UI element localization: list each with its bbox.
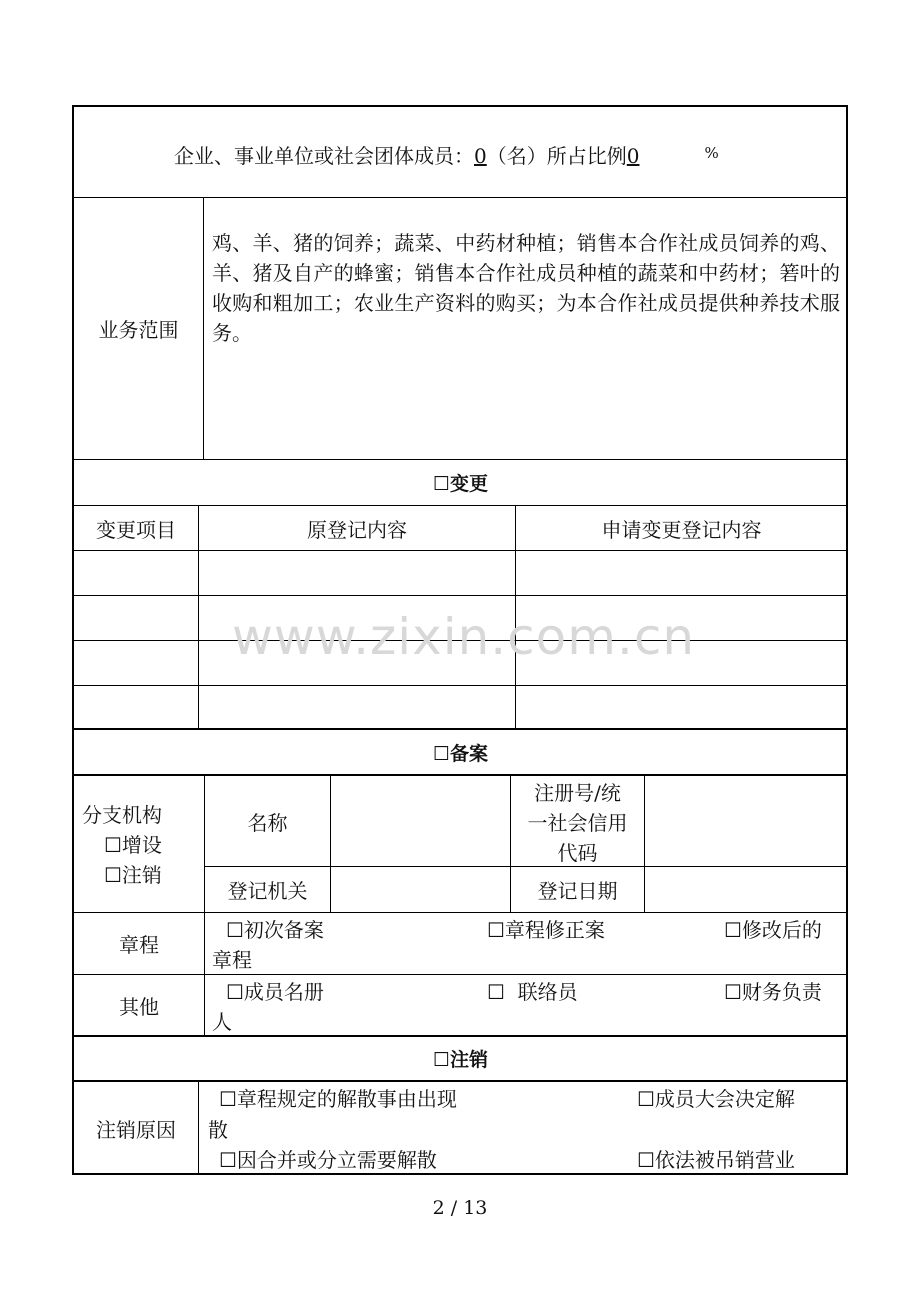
filing-section-title: ☐备案 xyxy=(432,742,489,765)
branch-date-label: 登记日期 xyxy=(537,879,618,903)
members-count: 0 xyxy=(474,144,487,168)
charter-option-revised-cont: 章程 xyxy=(212,948,252,972)
cancel-option-assembly[interactable]: ☐成员大会决定解 xyxy=(637,1087,795,1111)
page-number: 2 / 13 xyxy=(432,1197,488,1219)
cancel-reason-label: 注销原因 xyxy=(96,1117,176,1142)
charter-option-revised[interactable]: ☐修改后的 xyxy=(724,918,822,942)
branch-reg-no-label: 注册号/统 一社会信用 代码 xyxy=(527,781,628,865)
branch-date-value[interactable] xyxy=(645,867,847,912)
branch-option-add[interactable]: ☐增设 xyxy=(104,833,162,857)
branch-name-value[interactable] xyxy=(331,776,510,866)
charter-label: 章程 xyxy=(119,933,159,957)
branch-option-cancel[interactable]: ☐注销 xyxy=(104,863,162,887)
row-divider xyxy=(73,685,847,686)
members-unit-text: （名）所占比例 xyxy=(486,144,627,168)
change-header-original: 原登记内容 xyxy=(307,517,407,542)
branch-reg-no-value[interactable] xyxy=(645,776,847,866)
change-section-title: ☐变更 xyxy=(432,473,489,495)
col-divider xyxy=(203,197,204,459)
branch-label-cell xyxy=(74,776,204,912)
change-header-item: 变更项目 xyxy=(96,517,176,542)
cancel-section-title: ☐注销 xyxy=(432,1049,489,1071)
col-divider xyxy=(198,1081,199,1174)
change-cell[interactable] xyxy=(199,551,515,595)
cancel-option-charter-event[interactable]: ☐章程规定的解散事由出现 xyxy=(219,1087,457,1111)
watermark: www.zixin.com.cn xyxy=(232,608,696,666)
members-line xyxy=(174,140,719,169)
cancel-option-assembly-cont: 散 xyxy=(208,1118,228,1142)
members-percent: 0 % xyxy=(626,144,719,168)
members-label: 企业、事业单位或社会团体成员： xyxy=(174,144,474,168)
branch-label: 分支机构 xyxy=(82,803,162,827)
charter-option-amendment[interactable]: ☐章程修正案 xyxy=(487,918,605,942)
branch-authority-value[interactable] xyxy=(331,867,510,912)
change-header-requested: 申请变更登记内容 xyxy=(601,517,762,542)
cancel-option-revoked[interactable]: ☐依法被吊销营业 xyxy=(637,1148,795,1172)
other-label: 其他 xyxy=(119,994,159,1019)
other-option-roster[interactable]: ☐成员名册 xyxy=(226,980,324,1004)
business-scope-label: 业务范围 xyxy=(98,318,179,342)
charter-option-initial[interactable]: ☐初次备案 xyxy=(226,918,324,942)
business-scope-text: 鸡、羊、猪的饲养；蔬菜、中药材种植；销售本合作社成员饲养的鸡、羊、猪及自产的蜂蜜；销售本合作社成员种植的蔬菜和中药材；箬叶的收购和粗加工；农业生产资料的购买；为本合作社成员提供种养技术服务。 xyxy=(212,231,840,345)
other-option-liaison[interactable]: ☐ 联络员 xyxy=(487,980,578,1004)
other-option-finance-cont: 人 xyxy=(212,1010,232,1034)
branch-name-label: 名称 xyxy=(247,810,288,835)
branch-authority-label: 登记机关 xyxy=(227,879,308,903)
change-cell[interactable] xyxy=(516,551,847,595)
cancel-option-merger[interactable]: ☐因合并或分立需要解散 xyxy=(219,1148,437,1172)
other-option-finance[interactable]: ☐财务负责 xyxy=(724,980,822,1004)
